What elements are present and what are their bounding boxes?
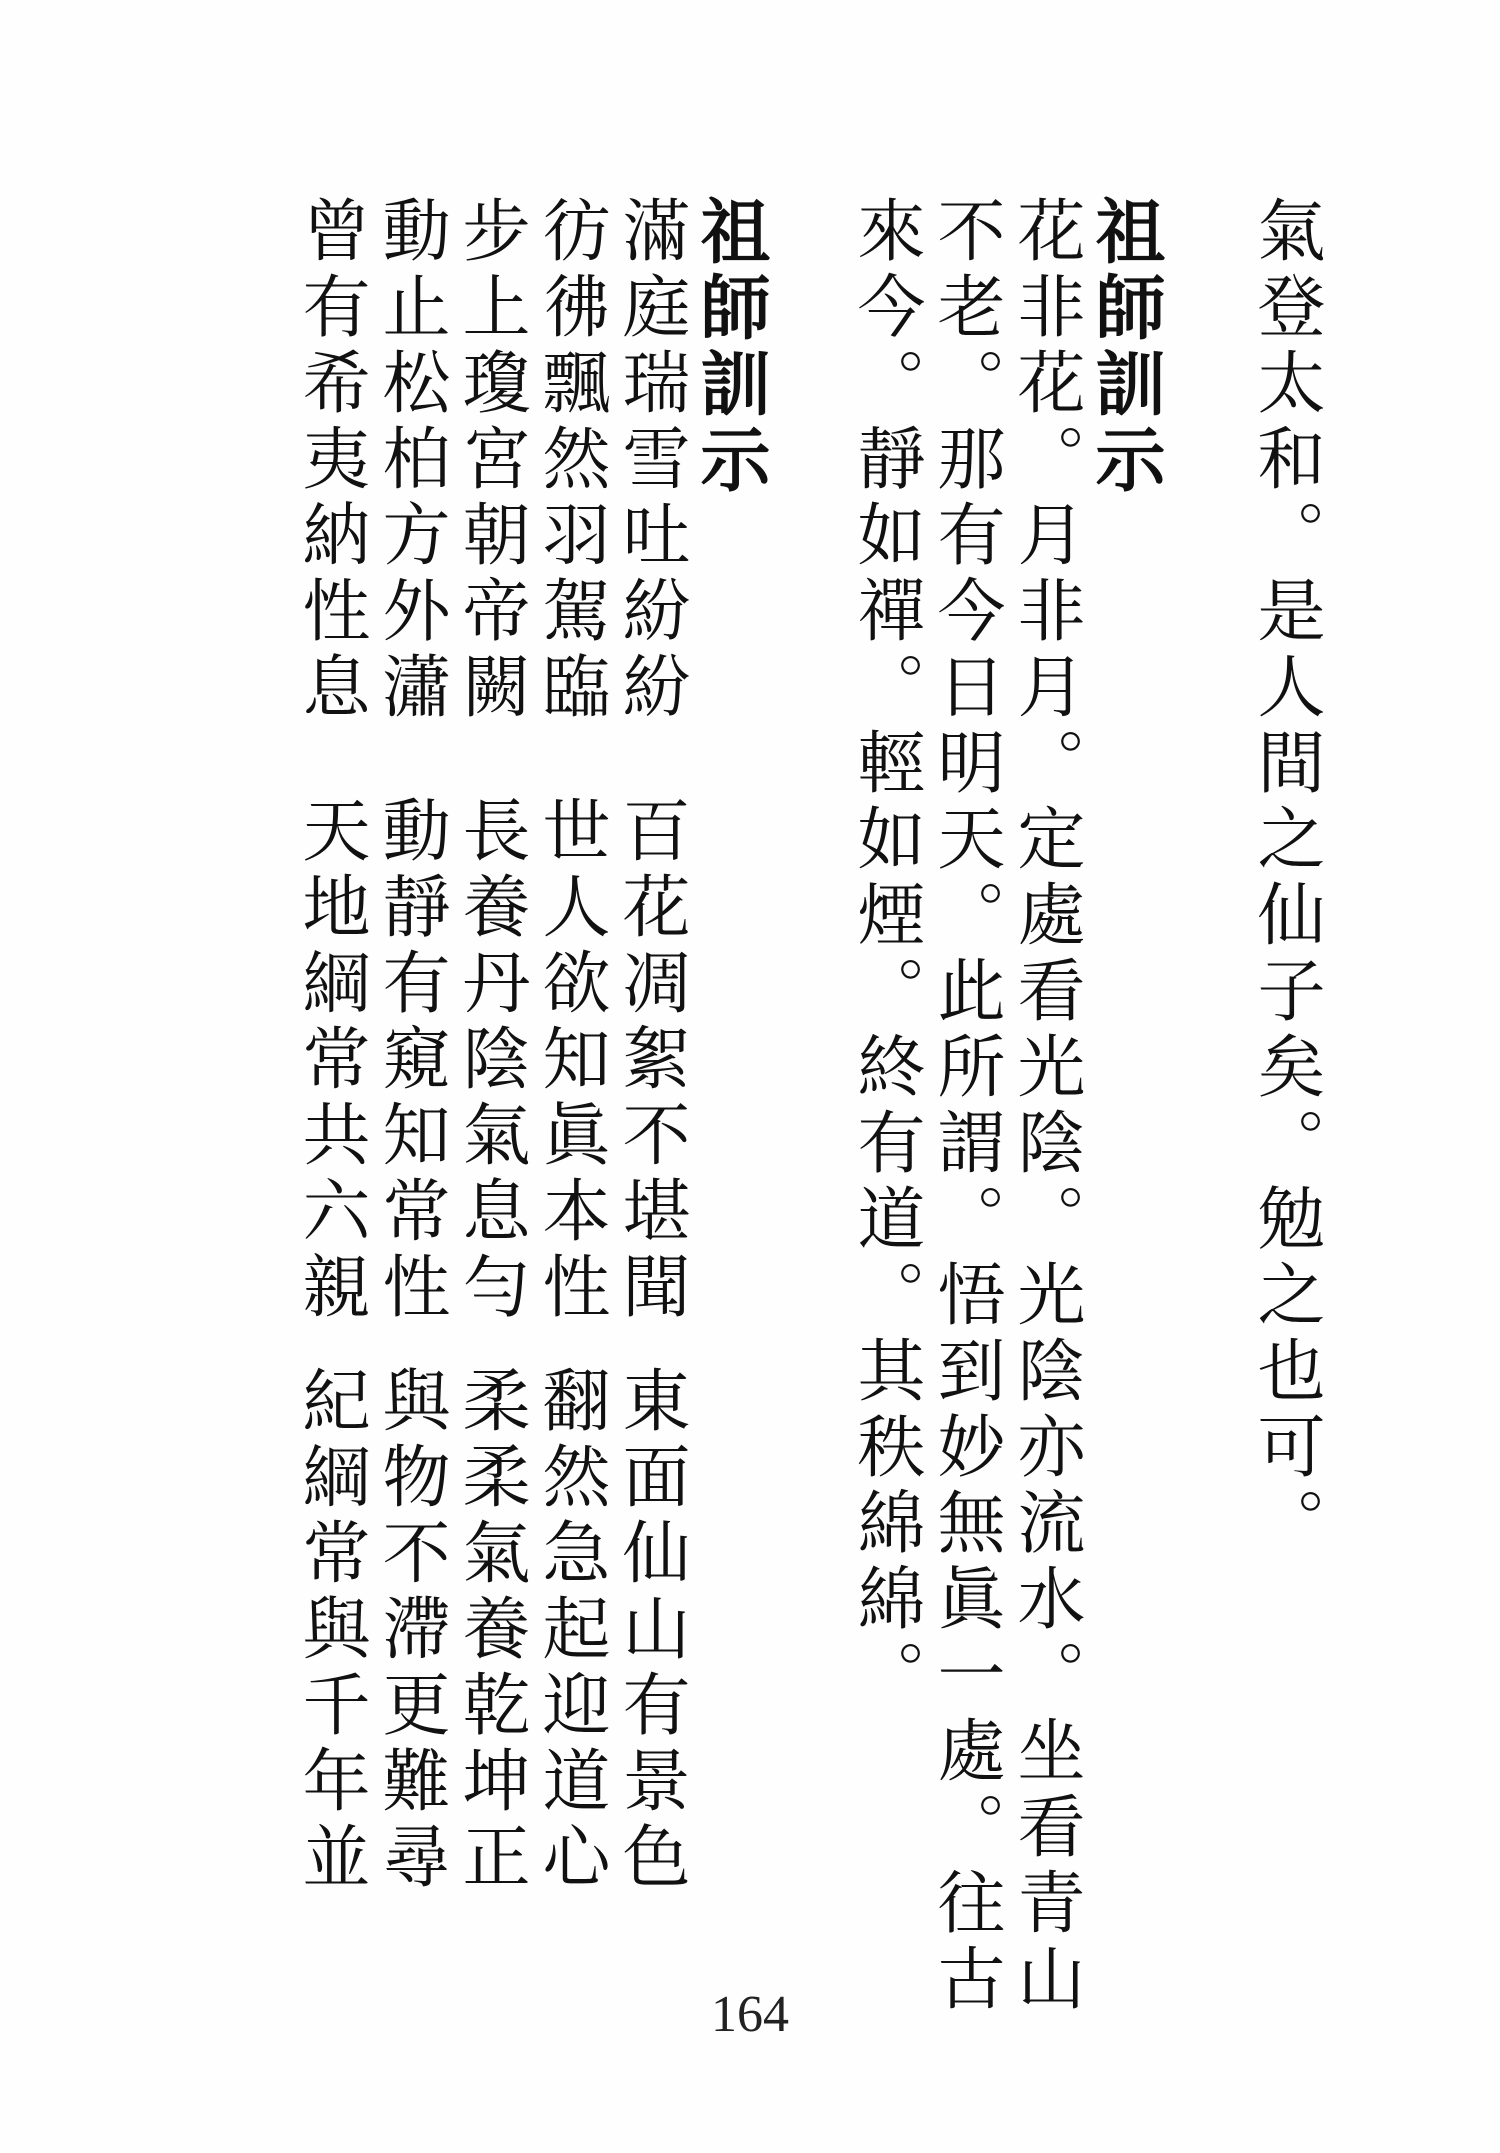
verse-line: 天地綱常共六親 [291, 795, 370, 1327]
prose-column: 來今。靜如禪。輕如煙。終有道。其秩綿綿。 [846, 195, 925, 1715]
verse-line: 柔柔氣養乾坤正 [451, 1365, 530, 1897]
section-heading: 祖師訓示 [1084, 195, 1166, 499]
verse-line: 紀綱常與千年並 [291, 1365, 370, 1897]
prose-column: 氣登太和。是人間之仙子矣。勉之也可。 [1246, 195, 1325, 1563]
verse-line: 動靜有窺知常性 [371, 795, 450, 1327]
verse-line: 曾有希夷納性息 [291, 195, 370, 727]
prose-column: 不老。那有今日明天。此所謂。悟到妙無眞一處。往古 [926, 195, 1005, 2019]
verse-line: 百花凋絮不堪聞 [611, 795, 690, 1327]
verse-line: 長養丹陰氣息勻 [451, 795, 530, 1327]
verse-line: 世人欲知眞本性 [531, 795, 610, 1327]
verse-line: 步上瓊宮朝帝闕 [451, 195, 530, 727]
prose-column: 花非花。月非月。定處看光陰。光陰亦流水。坐看青山 [1006, 195, 1085, 2019]
page-number: 164 [711, 1986, 789, 2043]
section-heading: 祖師訓示 [689, 195, 771, 499]
verse-line: 彷彿飄然羽駕臨 [531, 195, 610, 727]
verse-line: 東面仙山有景色 [611, 1365, 690, 1897]
verse-line: 動止松柏方外瀟 [371, 195, 450, 727]
verse-line: 滿庭瑞雪吐紛紛 [611, 195, 690, 727]
verse-line: 與物不滯更難尋 [371, 1365, 450, 1897]
verse-line: 翻然急起迎道心 [531, 1365, 610, 1897]
